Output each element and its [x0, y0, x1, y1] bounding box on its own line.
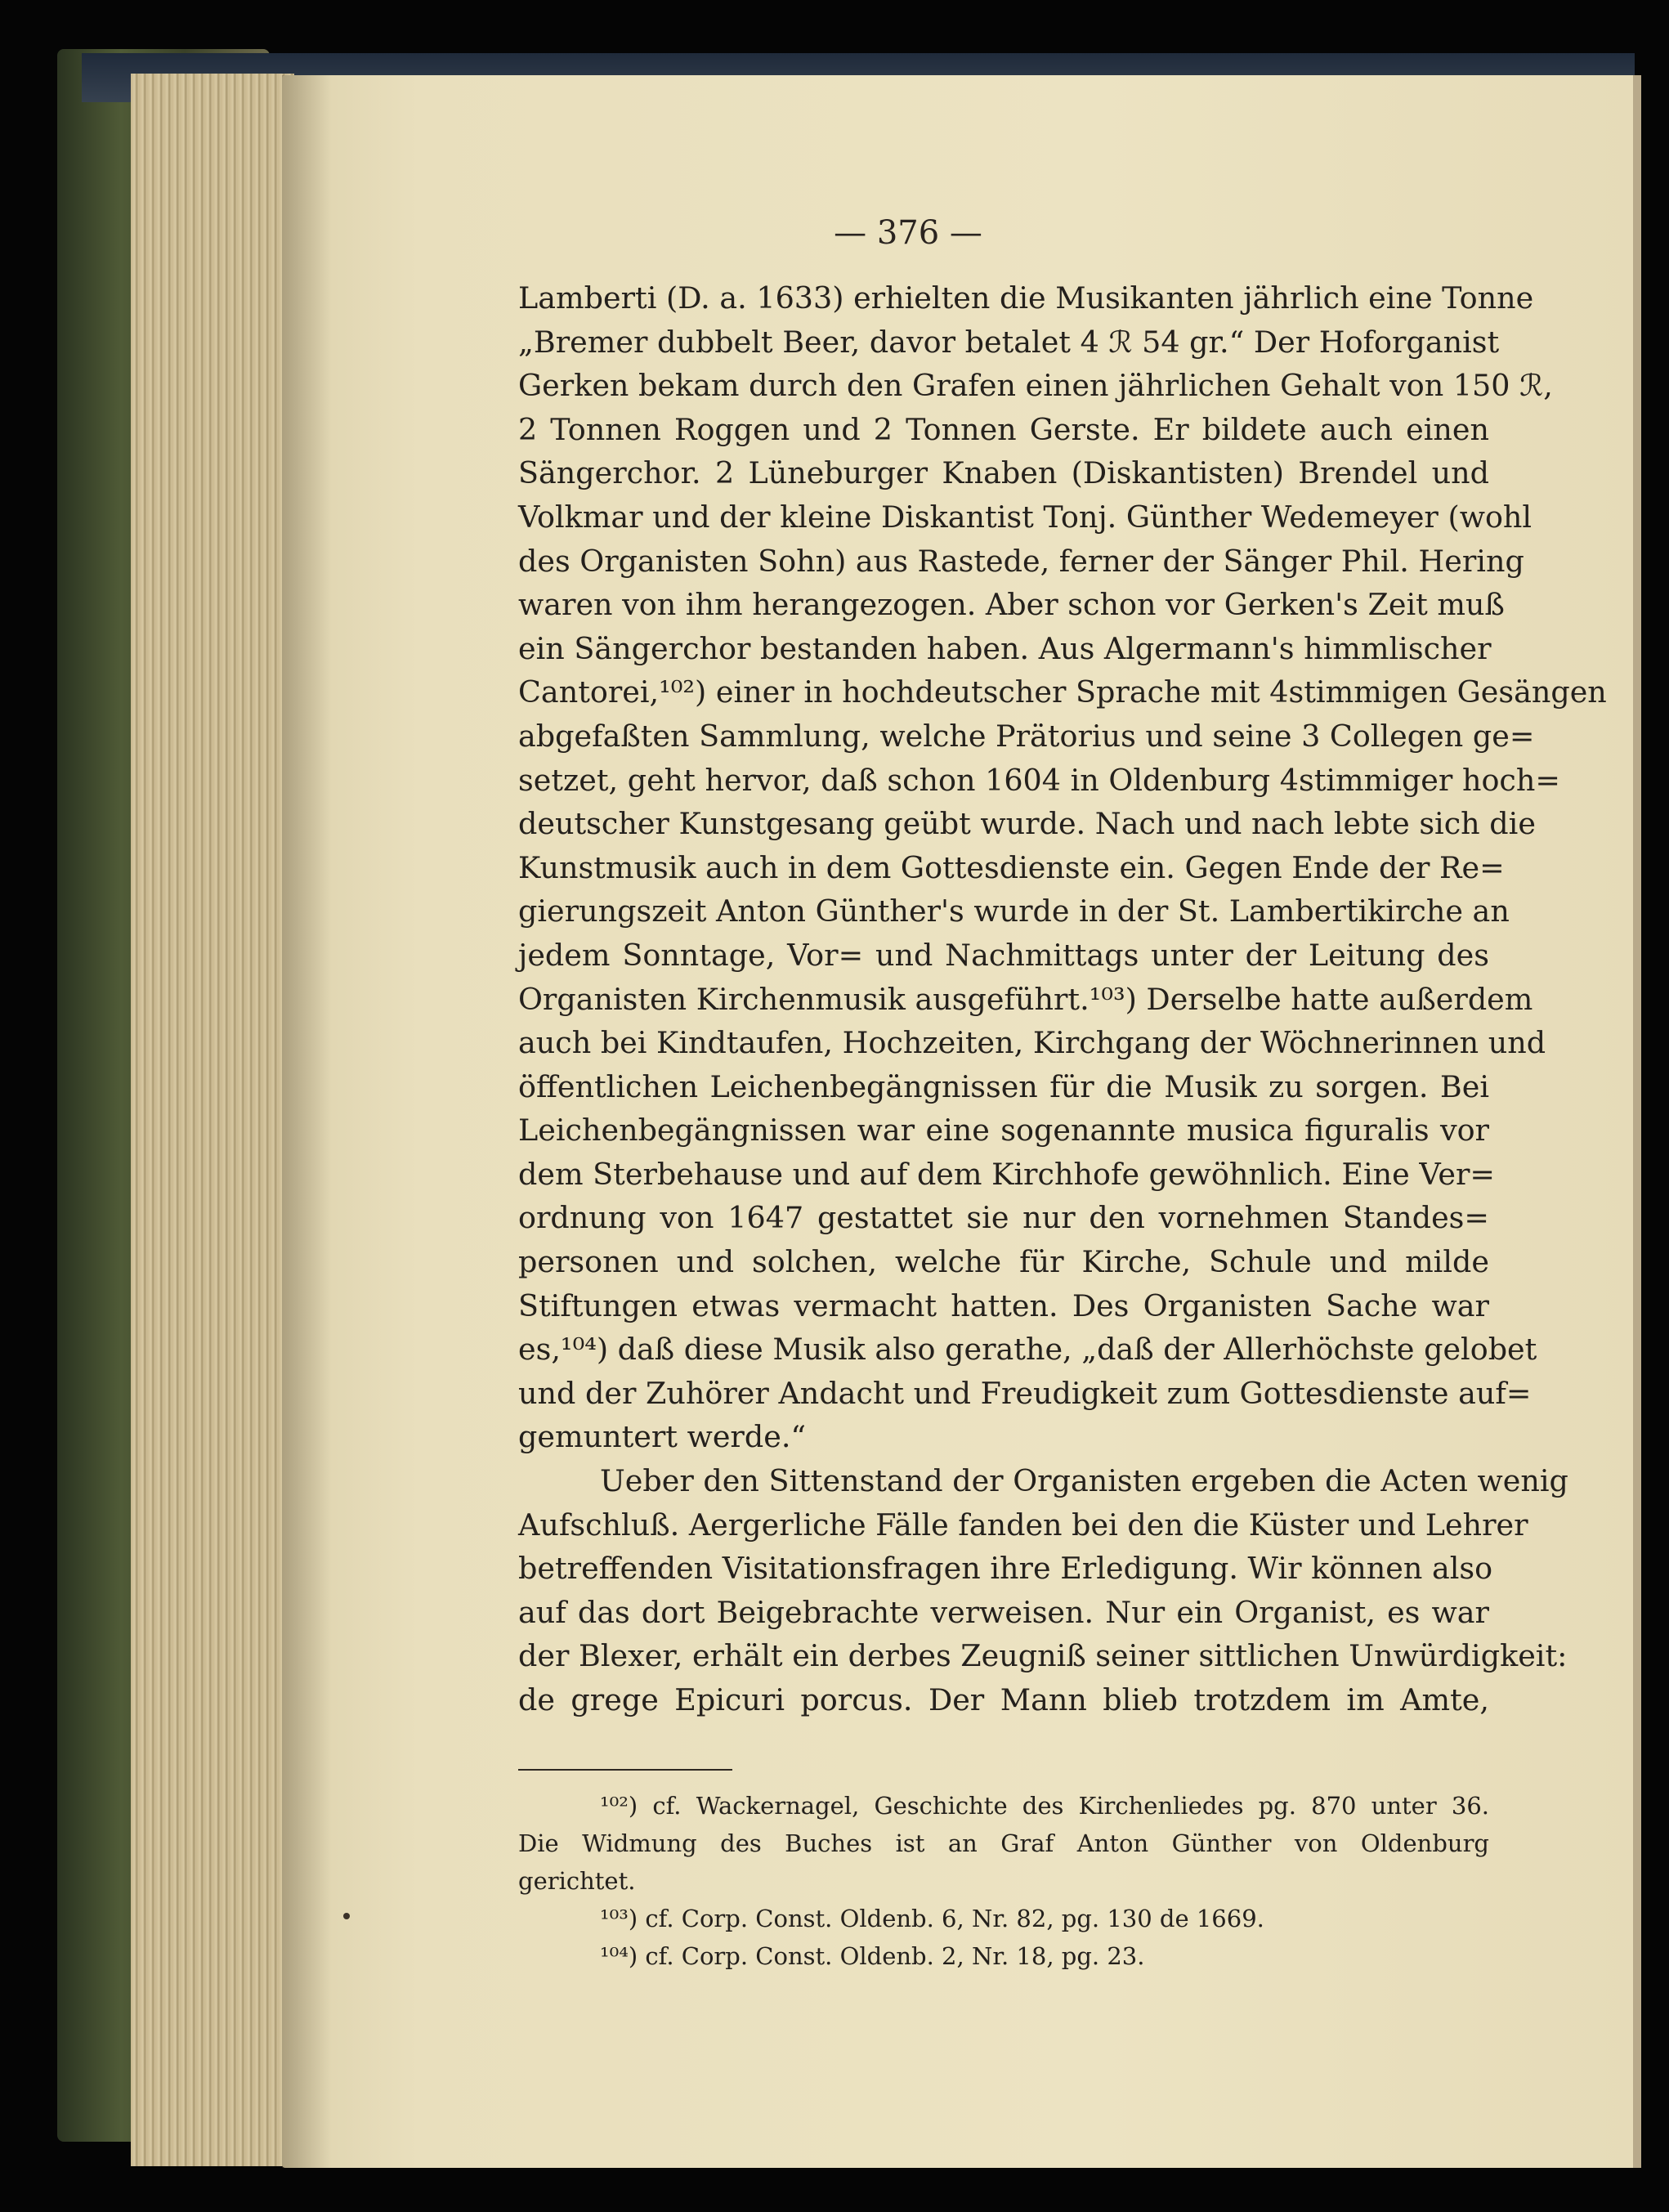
body-line: „Bremer dubbelt Beer, davor betalet 4 ℛ 54 gr.“ Der Hoforganist	[518, 324, 1500, 360]
body-line: auf das dort Beigebrachte verweisen. Nur ein Organist, es war	[518, 1594, 1489, 1630]
body-line: Aufschluß. Aergerliche Fälle fanden bei den die Küster und Lehrer	[518, 1507, 1528, 1543]
footnote-line: gerichtet.	[518, 1867, 636, 1895]
page-right-edge	[1633, 75, 1641, 2168]
body-line: ordnung von 1647 gestattet sie nur den vornehmen Standes=	[518, 1200, 1489, 1236]
footnote-line: ¹⁰⁴) cf. Corp. Const. Oldenb. 2, Nr. 18, pg. 23.	[600, 1942, 1145, 1970]
body-line: gemuntert werde.“	[518, 1419, 807, 1455]
body-line: Volkmar und der kleine Diskantist Tonj. Günther Wedemeyer (wohl	[518, 499, 1533, 535]
footnote-divider	[518, 1769, 732, 1771]
body-line: ein Sängerchor bestanden haben. Aus Algermann's himmlischer	[518, 630, 1492, 666]
body-line: waren von ihm herangezogen. Aber schon vor Gerken's Zeit muß	[518, 587, 1505, 623]
page-stack-edges	[131, 74, 294, 2166]
body-line: öffentlichen Leichenbegängnissen für die Musik zu sorgen. Bei	[518, 1068, 1489, 1104]
body-line: es,¹⁰⁴) daß diese Musik also gerathe, „daß der Allerhöchste gelobet	[518, 1332, 1537, 1368]
body-line: des Organisten Sohn) aus Rastede, ferner der Sänger Phil. Hering	[518, 543, 1524, 579]
footnote-line: Die Widmung des Buches ist an Graf Anton Günther von Oldenburg	[518, 1829, 1489, 1857]
body-line: Lamberti (D. a. 1633) erhielten die Musikanten jährlich eine Tonne	[518, 280, 1534, 316]
body-line: de grege Epicuri porcus. Der Mann blieb trotzdem im Amte,	[518, 1682, 1489, 1717]
body-line: Sängerchor. 2 Lüneburger Knaben (Diskantisten) Brendel und	[518, 455, 1489, 491]
body-line: Cantorei,¹⁰²) einer in hochdeutscher Sprache mit 4stimmigen Gesängen	[518, 674, 1607, 710]
body-line: setzet, geht hervor, daß schon 1604 in Oldenburg 4stimmiger hoch=	[518, 762, 1560, 798]
body-line: Kunstmusik auch in dem Gottesdienste ein. Gegen Ende der Re=	[518, 849, 1505, 885]
gutter-shadow	[282, 75, 331, 2168]
footnote-line: ¹⁰²) cf. Wackernagel, Geschichte des Kirchenliedes pg. 870 unter 36.	[600, 1792, 1489, 1820]
body-line: gierungszeit Anton Günther's wurde in der St. Lambertikirche an	[518, 893, 1510, 929]
body-line: und der Zuhörer Andacht und Freudigkeit zum Gottesdienste auf=	[518, 1375, 1532, 1411]
footnotes	[518, 1787, 1489, 1975]
body-line: Gerken bekam durch den Grafen einen jährlichen Gehalt von 150 ℛ,	[518, 368, 1553, 404]
body-line: abgefaßten Sammlung, welche Prätorius und seine 3 Collegen ge=	[518, 718, 1535, 754]
body-line: betreffenden Visitationsfragen ihre Erledigung. Wir können also	[518, 1551, 1493, 1587]
body-line: der Blexer, erhält ein derbes Zeugniß seiner sittlichen Unwürdigkeit:	[518, 1638, 1568, 1674]
body-line: deutscher Kunstgesang geübt wurde. Nach und nach lebte sich die	[518, 806, 1536, 842]
body-line: 2 Tonnen Roggen und 2 Tonnen Gerste. Er bildete auch einen	[518, 411, 1489, 447]
body-line: Stiftungen etwas vermacht hatten. Des Organisten Sache war	[518, 1287, 1489, 1323]
margin-dot	[343, 1913, 350, 1919]
body-line: jedem Sonntage, Vor= und Nachmittags unter der Leitung des	[518, 937, 1489, 973]
body-line: auch bei Kindtaufen, Hochzeiten, Kirchgang der Wöchnerinnen und	[518, 1025, 1546, 1061]
page-number-text: — 376 —	[834, 214, 982, 252]
body-line: Organisten Kirchenmusik ausgeführt.¹⁰³) Derselbe hatte außerdem	[518, 981, 1533, 1017]
body-text	[518, 276, 1607, 1722]
body-line: dem Sterbehause und auf dem Kirchhofe gewöhnlich. Eine Ver=	[518, 1156, 1496, 1192]
body-line: personen und solchen, welche für Kirche, Schule und milde	[518, 1244, 1489, 1280]
body-line: Leichenbegängnissen war eine sogenannte musica figuralis vor	[518, 1113, 1489, 1149]
page-number	[0, 214, 1669, 252]
body-line: Ueber den Sittenstand der Organisten ergeben die Acten wenig	[600, 1463, 1568, 1499]
footnote-line: ¹⁰³) cf. Corp. Const. Oldenb. 6, Nr. 82, pg. 130 de 1669.	[600, 1905, 1264, 1932]
